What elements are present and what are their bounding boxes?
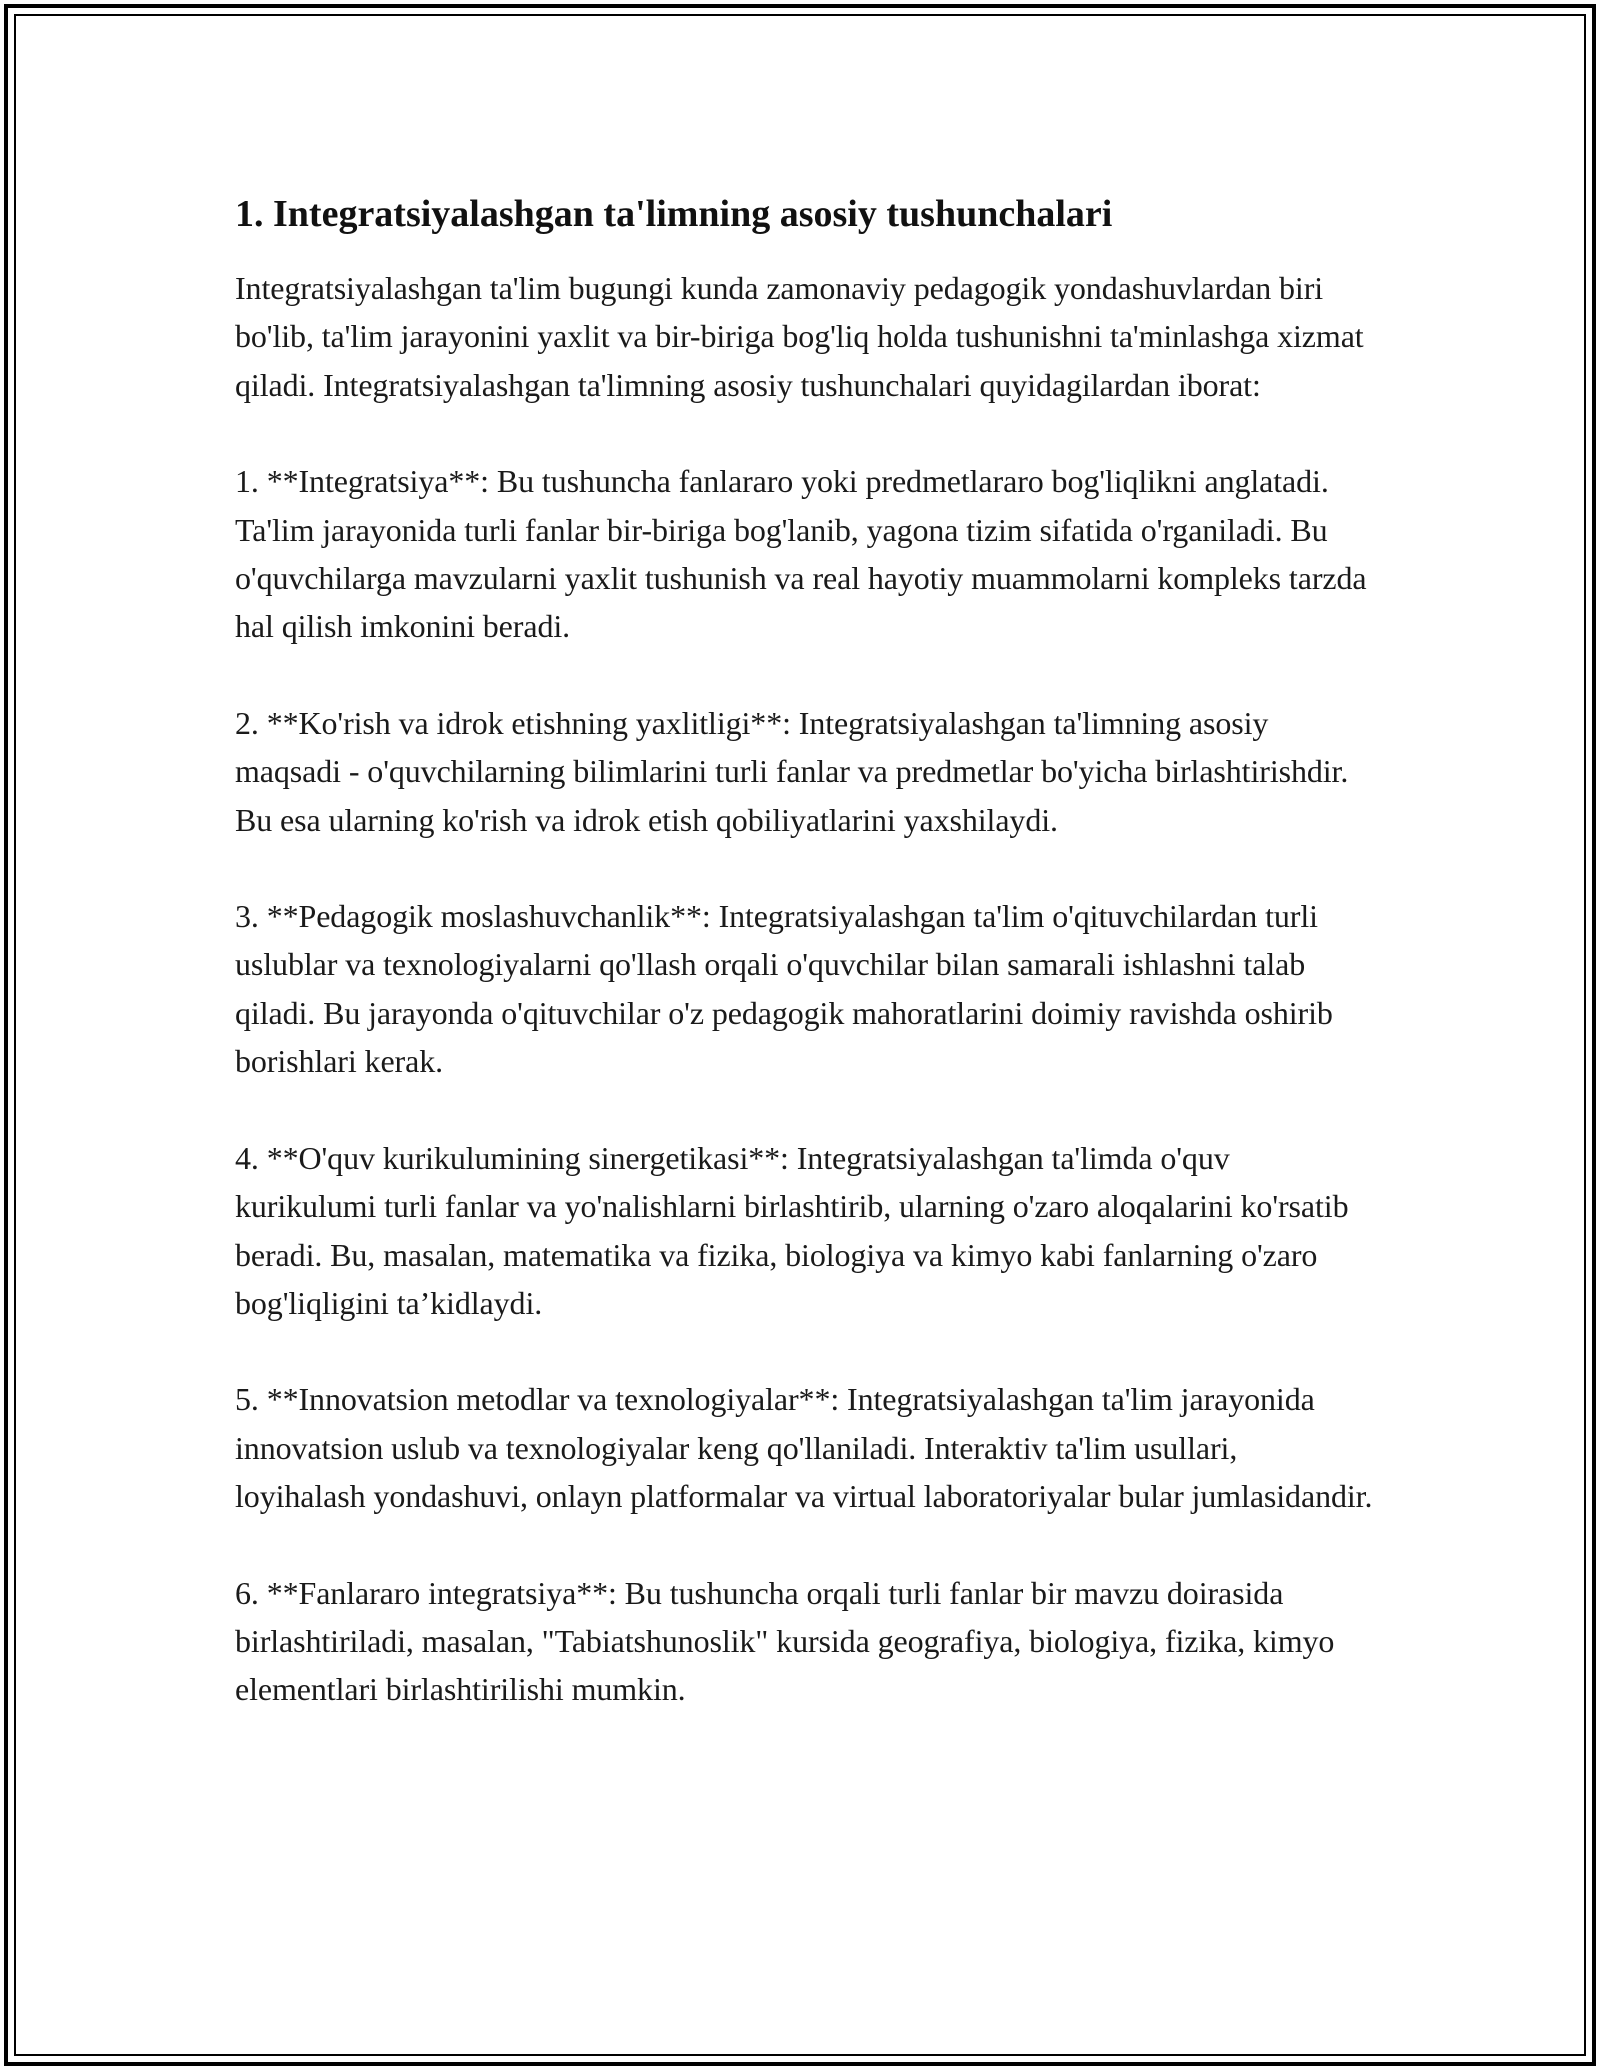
section-heading: 1. Integratsiyalashgan ta'limning asosiy tushunchalari	[235, 193, 1113, 235]
intro-paragraph: Integratsiyalashgan ta'lim bugungi kunda zamonaviy pedagogik yondashuvlardan biri bo'lib, ta'lim jarayonini yaxlit va bir-biriga bog'liq holda tushunishni ta'minlashga xizmat qiladi. Integratsiyalashgan ta'limning asosiy tushunchalari quyidagilardan iborat:	[235, 270, 1364, 403]
list-item-paragraph: 3. **Pedagogik moslashuvchanlik**: Integratsiyalashgan ta'lim o'qituvchilardan turli uslublar va texnologiyalarni qo'llash orqali o'quvchilar bilan samarali ishlashni talab qiladi. Bu jarayonda o'qituvchilar o'z pedagogik mahoratlarini doimiy ravishda oshirib borishlari kerak.	[235, 898, 1333, 1080]
list-item-paragraph: 2. **Ko'rish va idrok etishning yaxlitligi**: Integratsiyalashgan ta'limning asosiy maqsadi - o'quvchilarning bilimlarini turli fanlar va predmetlar bo'yicha birlashtirishdir. Bu esa ularning ko'rish va idrok etish qobiliyatlarini yaxshilaydi.	[235, 704, 1349, 838]
list-item-paragraph: 5. **Innovatsion metodlar va texnologiyalar**: Integratsiyalashgan ta'lim jarayonida innovatsion uslub va texnologiyalar keng qo'llaniladi. Interaktiv ta'lim usullari, loyihalash yondashuvi, onlayn platformalar va virtual laboratoriyalar bular jumlasidandir.	[235, 1381, 1373, 1515]
list-item-paragraph: 1. **Integratsiya**: Bu tushuncha fanlararo yoki predmetlararo bog'liqlikni anglatadi. Ta'lim jarayonida turli fanlar bir-biriga bog'lanib, yagona tizim sifatida o'rganiladi. Bu o'quvchilarga mavzularni yaxlit tushunish va real hayotiy muammolarni kompleks tarzda hal qilish imkonini beradi.	[235, 463, 1367, 645]
list-item-paragraph: 4. **O'quv kurikulumining sinergetikasi**: Integratsiyalashgan ta'limda o'quv kurikulumi turli fanlar va yo'nalishlarni birlashtirib, ularning o'zaro aloqalarini ko'rsatib beradi. Bu, masalan, matematika va fizika, biologiya va kimyo kabi fanlarning o'zaro bog'liqligini ta’kidlaydi.	[235, 1139, 1349, 1321]
document-body	[235, 190, 1375, 1762]
list-item-paragraph: 6. **Fanlararo integratsiya**: Bu tushuncha orqali turli fanlar bir mavzu doirasida birlashtiriladi, masalan, "Tabiatshunoslik" kursida geografiya, biologiya, fizika, kimyo elementlari birlashtirilishi mumkin.	[235, 1574, 1335, 1708]
